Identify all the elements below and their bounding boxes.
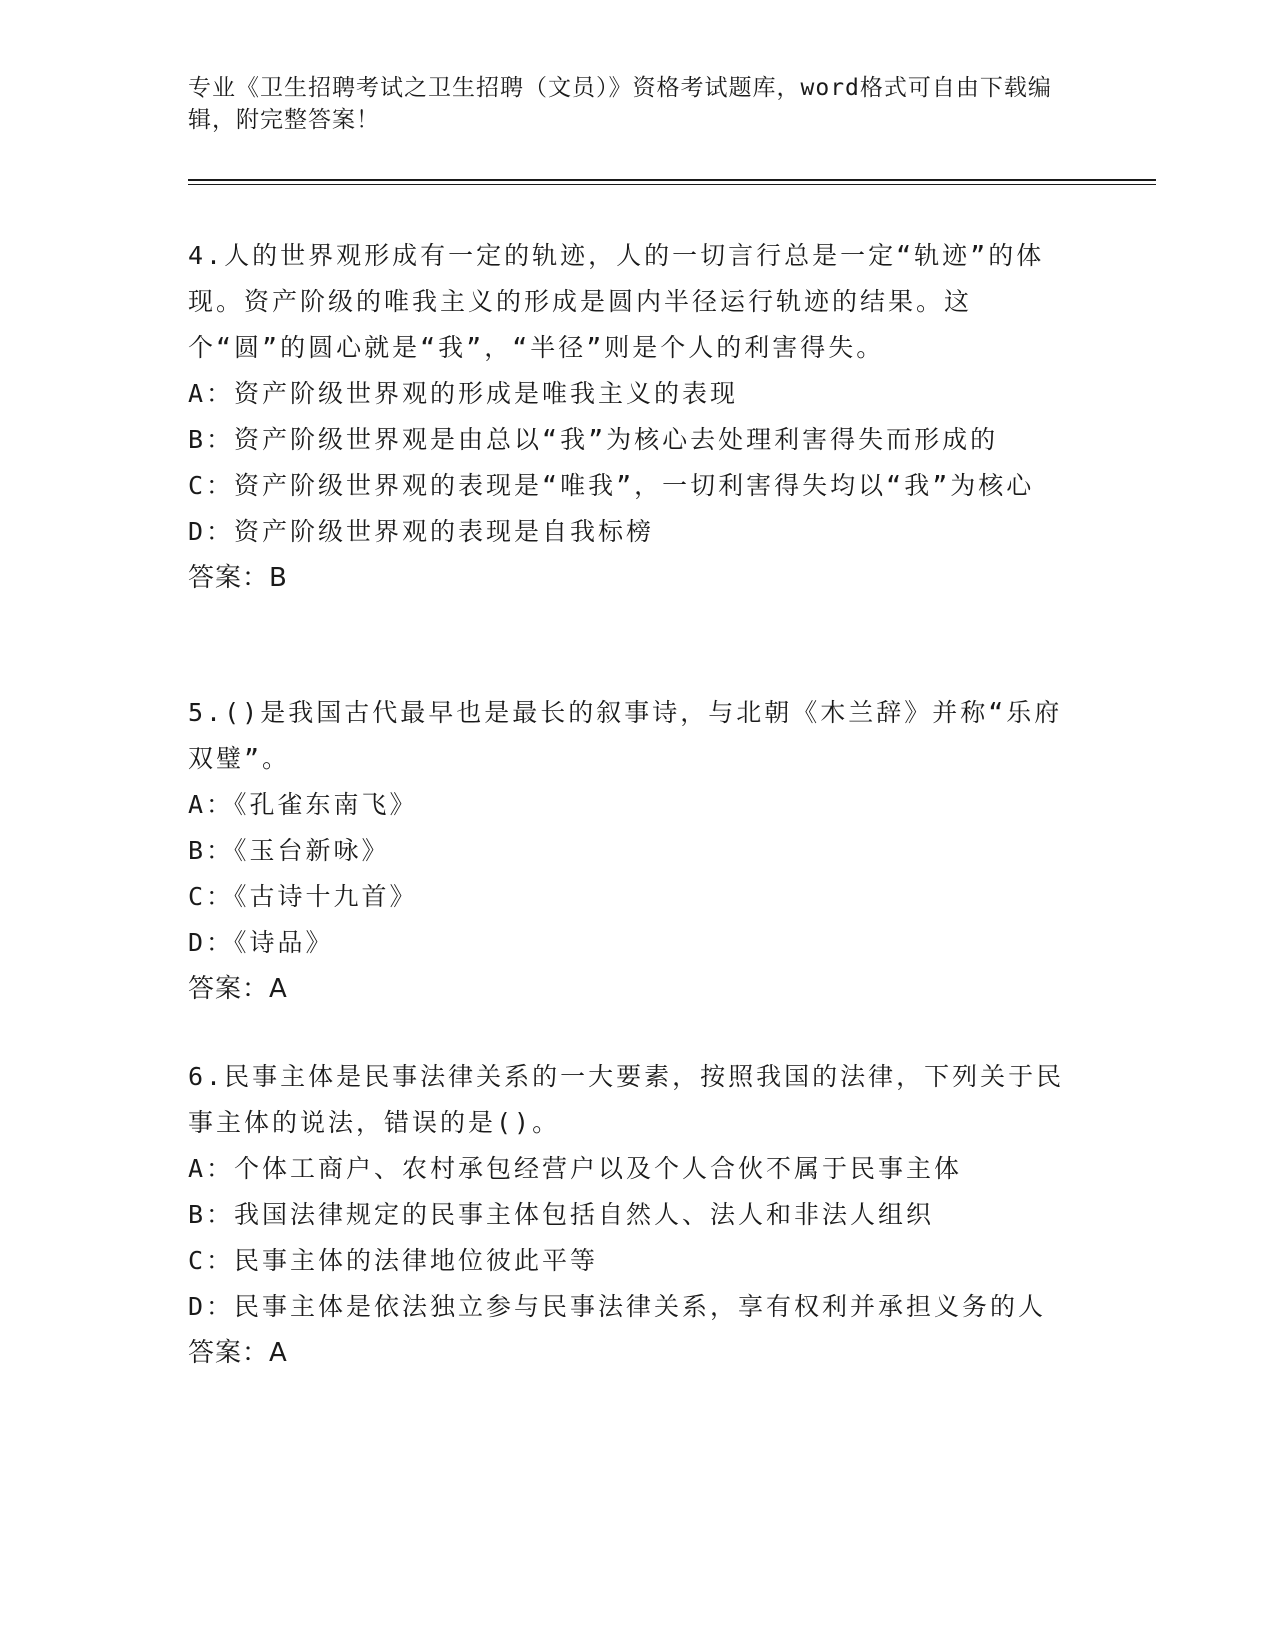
option-d: D：《诗品》 [188,928,334,957]
question-5 [188,690,1083,1012]
question-6 [188,1054,1083,1376]
header-divider-thick [188,179,1156,181]
header-divider-thin [188,184,1156,185]
question-stem: 6.民事主体是民事法律关系的一大要素，按照我国的法律，下列关于民事主体的说法，错误的是()。 [188,1062,1065,1137]
question-stem: 5.()是我国古代最早也是最长的叙事诗，与北朝《木兰辞》并称“乐府双璧”。 [188,698,1063,773]
question-4 [188,233,1083,601]
option-a: A：《孔雀东南飞》 [188,790,418,819]
answer: 答案：B [188,563,288,593]
document-header: 专业《卫生招聘考试之卫生招聘（文员）》资格考试题库，word格式可自由下载编辑，附完整答案！ [188,75,1052,133]
option-d: D：民事主体是依法独立参与民事法律关系，享有权利并承担义务的人 [188,1292,1047,1321]
question-stem: 4.人的世界观形成有一定的轨迹，人的一切言行总是一定“轨迹”的体现。资产阶级的唯我主义的形成是圆内半径运行轨迹的结果。这个“圆”的圆心就是“我”，“半径”则是个人的利害得失。 [188,241,1045,362]
option-c: C：民事主体的法律地位彼此平等 [188,1246,599,1275]
option-c: C：资产阶级世界观的表现是“唯我”，一切利害得失均以“我”为核心 [188,471,1035,500]
answer: 答案：A [188,974,288,1004]
option-b: B：《玉台新咏》 [188,836,390,865]
option-b: B：资产阶级世界观是由总以“我”为核心去处理利害得失而形成的 [188,425,999,454]
option-c: C：《古诗十九首》 [188,882,418,911]
answer: 答案：A [188,1338,288,1368]
option-a: A：资产阶级世界观的形成是唯我主义的表现 [188,379,739,408]
option-d: D：资产阶级世界观的表现是自我标榜 [188,517,655,546]
option-a: A：个体工商户、农村承包经营户以及个人合伙不属于民事主体 [188,1154,963,1183]
option-b: B：我国法律规定的民事主体包括自然人、法人和非法人组织 [188,1200,935,1229]
